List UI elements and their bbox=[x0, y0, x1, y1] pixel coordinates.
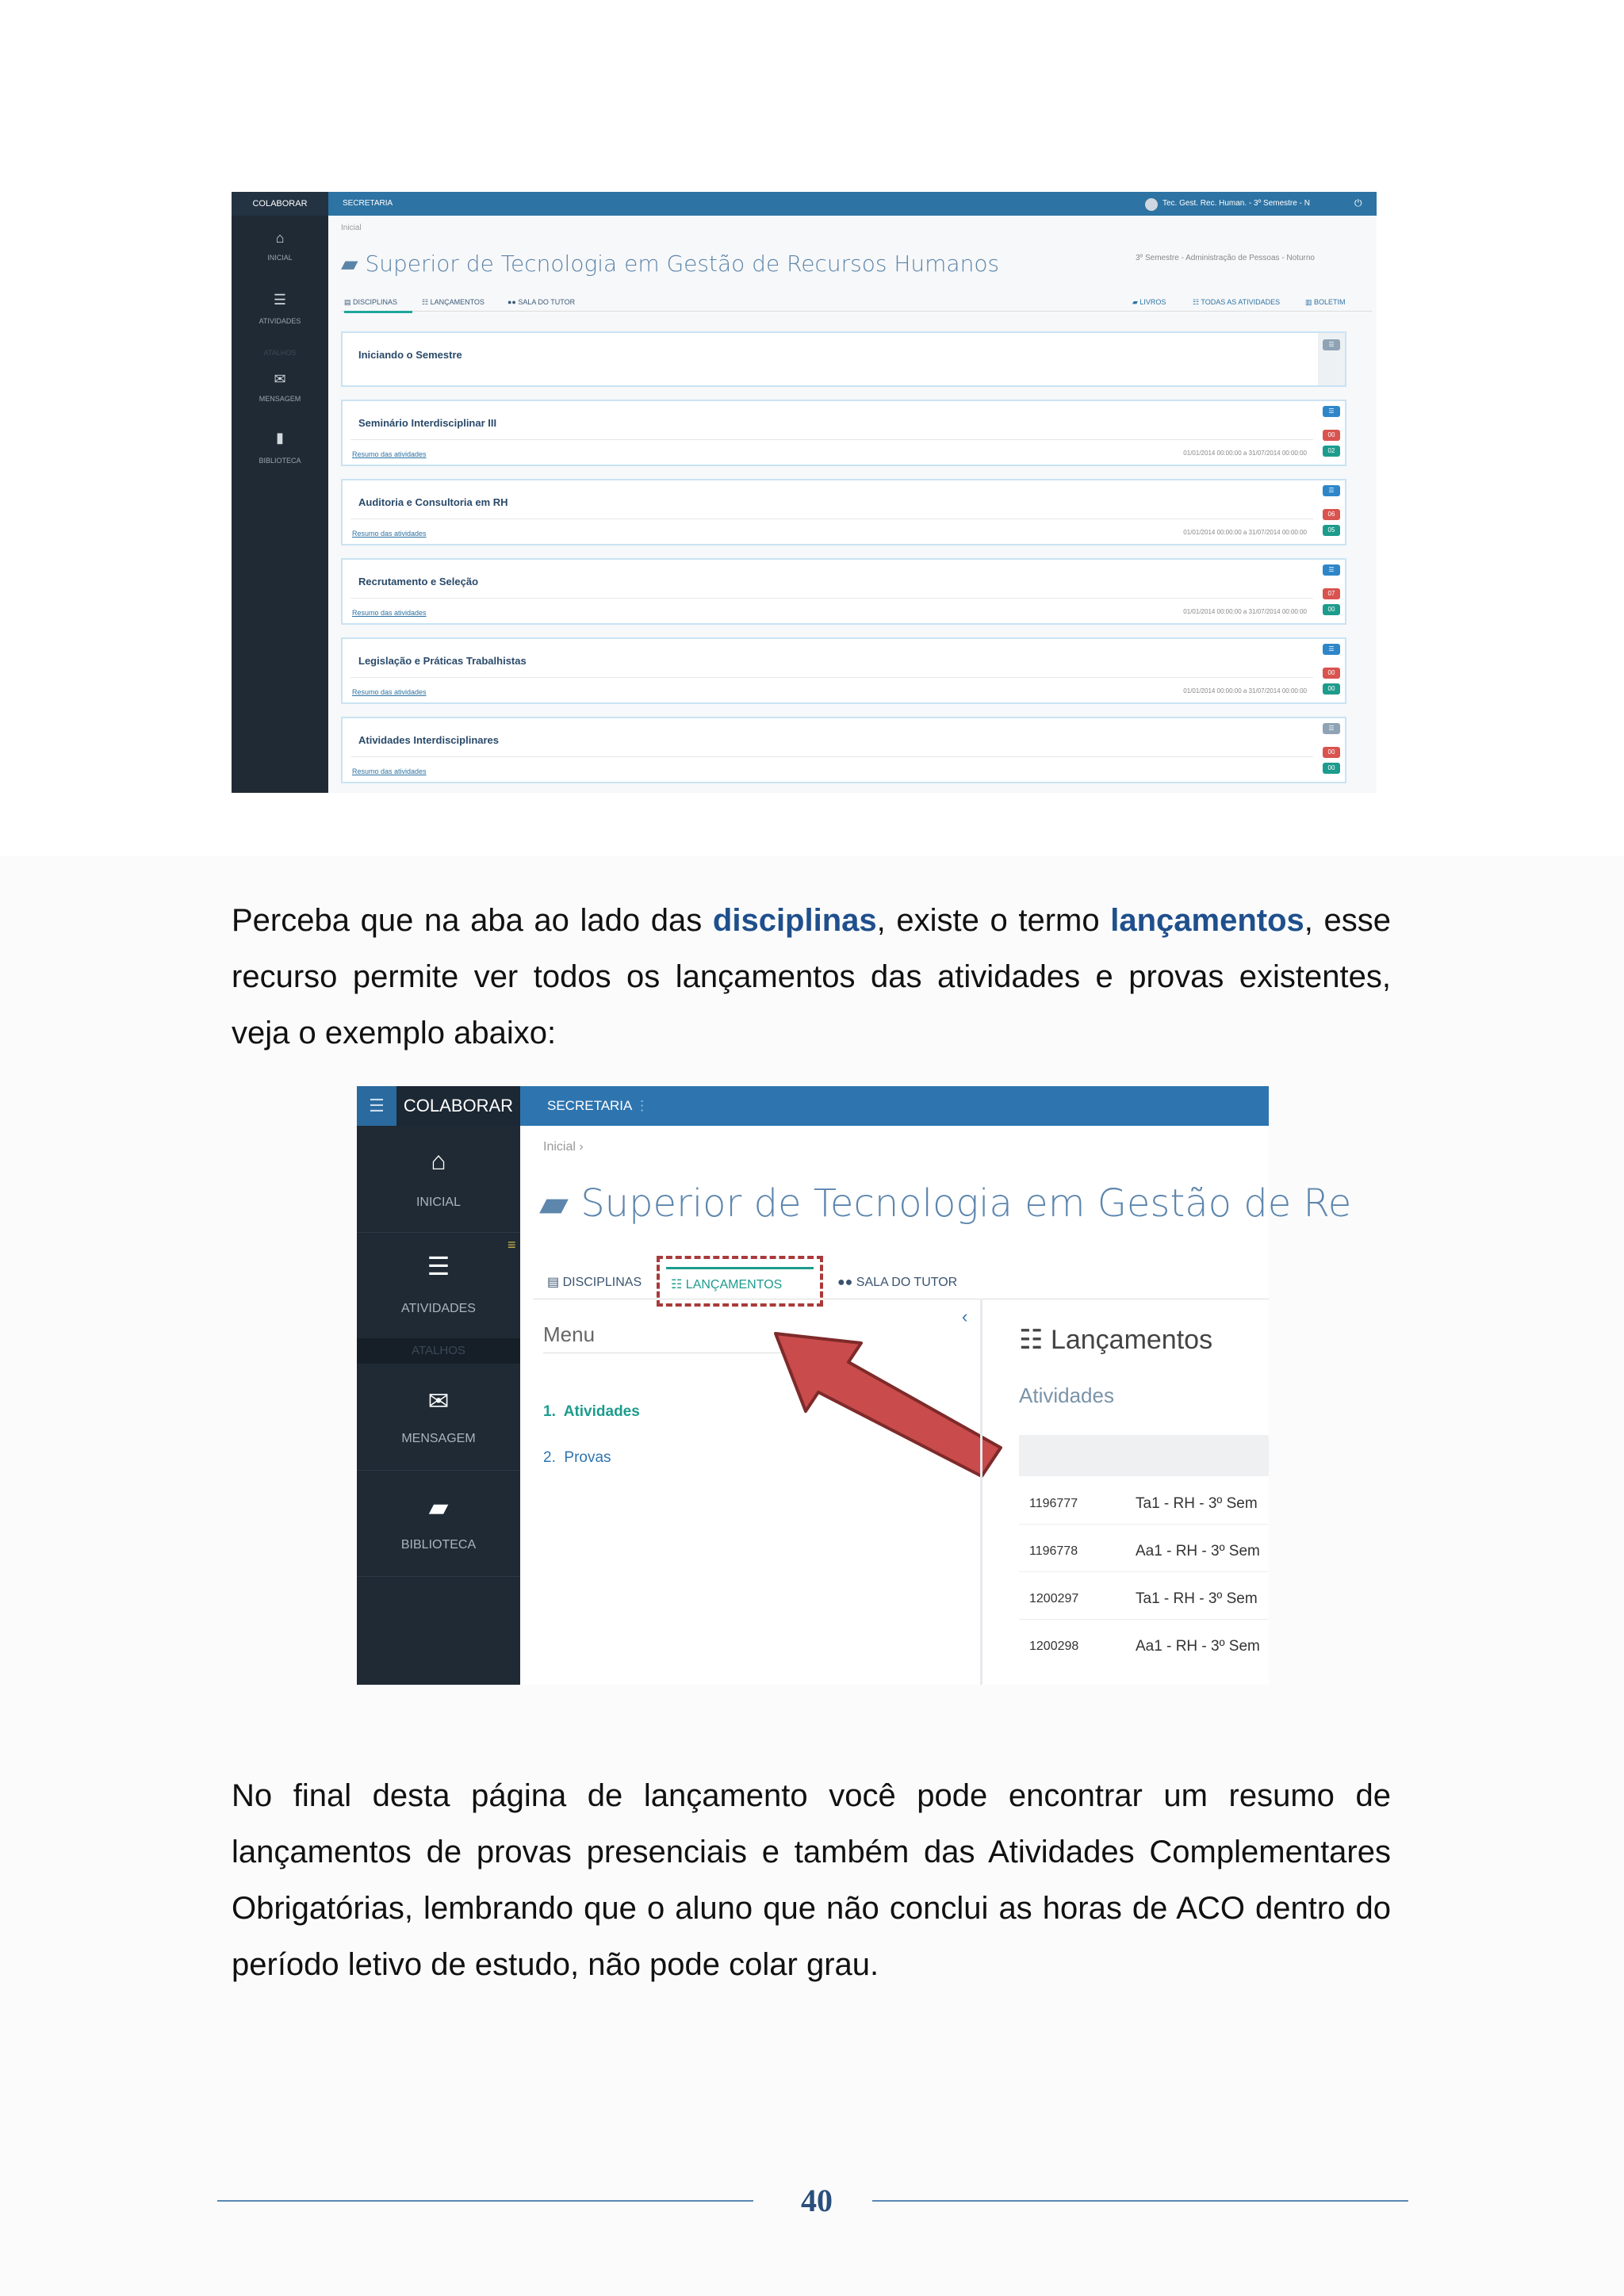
list-icon[interactable]: ☰ bbox=[1323, 723, 1340, 734]
item-number: 1. bbox=[543, 1403, 556, 1420]
period-date: 01/01/2014 00:00:00 a 31/07/2014 00:00:00 bbox=[1183, 450, 1307, 457]
text: , esse recurso permite ver todos os lançamentos das atividades e provas existentes, veja o exemplo abaixo: bbox=[232, 903, 1391, 1050]
tab-disciplinas[interactable] bbox=[344, 293, 412, 313]
card-title[interactable]: Recrutamento e Seleção bbox=[358, 576, 479, 587]
panel-title-text: Lançamentos bbox=[1050, 1325, 1213, 1355]
resumo-link[interactable]: Resumo das atividades bbox=[352, 609, 427, 617]
page-title bbox=[539, 1181, 1351, 1226]
course-meta: 3º Semestre - Administração de Pessoas - Noturno bbox=[1136, 254, 1315, 262]
link-todas-atividades[interactable] bbox=[1193, 293, 1280, 311]
card-disciplina[interactable] bbox=[341, 479, 1346, 545]
tab-disciplinas[interactable] bbox=[547, 1267, 642, 1299]
book-icon: ▰ bbox=[428, 1493, 449, 1521]
sidebar-item-atividades[interactable]: ATIVIDADES bbox=[259, 317, 301, 325]
badge-done: 00 bbox=[1323, 604, 1340, 615]
item-number: 2. bbox=[543, 1449, 556, 1466]
tab-label: LANÇAMENTOS bbox=[685, 1278, 783, 1292]
sidebar-item-biblioteca[interactable]: BIBLIOTECA bbox=[259, 457, 301, 465]
breadcrumb[interactable] bbox=[543, 1140, 584, 1154]
brand-logo[interactable]: COLABORAR bbox=[232, 192, 328, 216]
power-icon[interactable]: ⏻ bbox=[1354, 197, 1362, 209]
badge-pending: 00 bbox=[1323, 747, 1340, 758]
sidebar-label: INICIAL bbox=[416, 1196, 461, 1209]
link-label: LIVROS bbox=[1139, 298, 1166, 306]
period-date: 01/01/2014 00:00:00 a 31/07/2014 00:00:00 bbox=[1183, 687, 1307, 695]
book-icon: ▰ bbox=[539, 1181, 569, 1226]
link-label: BOLETIM bbox=[1314, 298, 1346, 306]
link-livros[interactable] bbox=[1132, 293, 1166, 311]
sidebar-label: BIBLIOTECA bbox=[400, 1538, 477, 1552]
breadcrumb[interactable]: Inicial bbox=[341, 224, 362, 232]
book-icon: ▰ bbox=[341, 251, 366, 277]
chart-icon: ▥ bbox=[1305, 298, 1315, 306]
row-description[interactable]: Ta1 - RH - 3º Sem bbox=[1136, 1495, 1258, 1512]
sidebar bbox=[232, 216, 328, 793]
link-boletim[interactable] bbox=[1305, 293, 1346, 311]
sidebar bbox=[357, 1126, 520, 1685]
book-icon[interactable]: ▮ bbox=[276, 430, 284, 446]
list-icon: ☷ bbox=[1019, 1325, 1044, 1355]
divider bbox=[350, 598, 1313, 599]
panel-subtitle: Atividades bbox=[1019, 1383, 1114, 1407]
home-icon: ⌂ bbox=[431, 1146, 446, 1175]
footer-rule-left bbox=[217, 2200, 753, 2202]
page-number: 40 bbox=[801, 2183, 833, 2218]
document-icon: ▤ bbox=[344, 298, 354, 306]
user-avatar[interactable] bbox=[1145, 198, 1158, 211]
chevron-left-icon[interactable]: ‹ bbox=[962, 1307, 968, 1326]
highlight-box bbox=[657, 1256, 823, 1307]
tab-label: SALA DO TUTOR bbox=[856, 1276, 958, 1289]
row-divider bbox=[1019, 1619, 1269, 1620]
divider bbox=[350, 756, 1313, 757]
panel-divider bbox=[980, 1299, 982, 1685]
row-divider bbox=[1019, 1524, 1269, 1525]
item-label: Atividades bbox=[563, 1403, 640, 1420]
row-id: 1196777 bbox=[1029, 1497, 1078, 1510]
footer-rule-right bbox=[872, 2200, 1408, 2202]
list-icon[interactable]: ☰ bbox=[1323, 485, 1340, 496]
tab-label: LANÇAMENTOS bbox=[430, 298, 485, 306]
resumo-link[interactable]: Resumo das atividades bbox=[352, 688, 427, 696]
list-icon[interactable]: ☰ bbox=[1323, 339, 1340, 350]
divider bbox=[350, 439, 1313, 440]
home-icon[interactable]: ⌂ bbox=[275, 230, 285, 246]
link-label: TODAS AS ATIVIDADES bbox=[1201, 298, 1281, 306]
row-divider bbox=[1019, 1571, 1269, 1572]
list-icon[interactable]: ☰ bbox=[1323, 406, 1340, 417]
sidebar-item-mensagem[interactable] bbox=[357, 1364, 520, 1471]
tab-label: SALA DO TUTOR bbox=[518, 298, 576, 306]
secretaria-menu[interactable] bbox=[547, 1086, 649, 1126]
card-title[interactable]: Iniciando o Semestre bbox=[358, 349, 462, 361]
card-disciplina[interactable] bbox=[341, 717, 1346, 783]
row-description[interactable]: Ta1 - RH - 3º Sem bbox=[1136, 1590, 1258, 1607]
sidebar-item-biblioteca[interactable] bbox=[357, 1470, 520, 1577]
brand-logo[interactable]: COLABORAR bbox=[396, 1086, 520, 1126]
envelope-icon[interactable]: ✉ bbox=[274, 371, 286, 387]
resumo-link[interactable]: Resumo das atividades bbox=[352, 530, 427, 538]
badge-done: 05 bbox=[1323, 525, 1340, 536]
secretaria-label: SECRETARIA bbox=[547, 1098, 632, 1113]
period-date: 01/01/2014 00:00:00 a 31/07/2014 00:00:00 bbox=[1183, 529, 1307, 536]
breadcrumb-label: Inicial bbox=[543, 1140, 576, 1154]
list-icon[interactable]: ☰ bbox=[1323, 564, 1340, 576]
highlight-disciplinas: disciplinas bbox=[712, 903, 877, 938]
menu-heading: Menu bbox=[543, 1322, 596, 1346]
row-id: 1196778 bbox=[1029, 1544, 1078, 1558]
card-title[interactable]: Legislação e Práticas Trabalhistas bbox=[358, 655, 527, 667]
user-menu[interactable]: Tec. Gest. Rec. Human. - 3º Semestre - N bbox=[1162, 199, 1310, 208]
paragraph-resumo: No final desta página de lançamento você pode encontrar um resumo de lançamentos de provas presenciais e também das Atividades Complementares Obrigatórias, lembrando que o aluno que não conclui as horas de ACO dentro do período letivo de estudo, não pode colar grau. bbox=[232, 1778, 1391, 1982]
grip-icon[interactable]: ≡ bbox=[508, 1237, 516, 1253]
chevron-right-icon: › bbox=[579, 1140, 584, 1154]
highlight-lancamentos: lançamentos bbox=[1110, 903, 1304, 938]
sidebar-item-inicial[interactable]: INICIAL bbox=[267, 254, 293, 262]
screenshot-disciplinas bbox=[232, 192, 1377, 793]
badge-done: 00 bbox=[1323, 763, 1340, 774]
card-disciplina[interactable] bbox=[341, 637, 1346, 704]
document-icon: ▤ bbox=[547, 1276, 563, 1289]
card-title[interactable]: Auditoria e Consultoria em RH bbox=[358, 496, 508, 508]
hamburger-icon[interactable]: ☰ bbox=[357, 1086, 396, 1126]
menu-item-atividades[interactable] bbox=[543, 1403, 640, 1421]
panel-title bbox=[1019, 1324, 1212, 1356]
divider bbox=[350, 677, 1313, 678]
table-header bbox=[1019, 1435, 1269, 1476]
row-description[interactable]: Aa1 - RH - 3º Sem bbox=[1136, 1638, 1260, 1655]
card-iniciando-semestre[interactable] bbox=[341, 331, 1346, 387]
badge-done: 02 bbox=[1323, 446, 1340, 457]
book-icon: ▰ bbox=[1132, 298, 1140, 306]
period-date: 01/01/2014 00:00:00 a 31/07/2014 00:00:00 bbox=[1183, 608, 1307, 615]
arrow-graphic bbox=[753, 1300, 1007, 1490]
screenshot-lancamentos bbox=[357, 1086, 1352, 1685]
page-title bbox=[341, 251, 999, 277]
badge-pending: 07 bbox=[1323, 588, 1340, 599]
card-title[interactable]: Atividades Interdisciplinares bbox=[358, 734, 500, 746]
list-icon: ☷ bbox=[422, 298, 431, 306]
row-id: 1200297 bbox=[1029, 1592, 1079, 1605]
sidebar-item-inicial[interactable] bbox=[357, 1126, 520, 1233]
card-disciplina[interactable] bbox=[341, 558, 1346, 625]
tab-label: DISCIPLINAS bbox=[562, 1276, 642, 1289]
tab-sala-do-tutor[interactable] bbox=[837, 1267, 957, 1299]
row-id: 1200298 bbox=[1029, 1640, 1079, 1653]
sidebar-label: MENSAGEM bbox=[401, 1432, 476, 1445]
text: Perceba que na aba ao lado das bbox=[232, 903, 713, 938]
badge-pending: 00 bbox=[1323, 668, 1340, 679]
sidebar-label: ATIVIDADES bbox=[401, 1302, 476, 1315]
grip-icon: ⋮ bbox=[635, 1098, 649, 1113]
badge-pending: 06 bbox=[1323, 509, 1340, 520]
list-icon[interactable]: ☰ bbox=[1323, 644, 1340, 655]
paragraph-lancamentos bbox=[232, 893, 1391, 1062]
resumo-link[interactable]: Resumo das atividades bbox=[352, 450, 427, 458]
text: , existe o termo bbox=[876, 903, 1111, 938]
tab-sala-do-tutor[interactable] bbox=[508, 293, 575, 311]
badge-pending: 00 bbox=[1323, 430, 1340, 441]
menu-item-provas[interactable] bbox=[543, 1449, 611, 1467]
page-title-text: Superior de Tecnologia em Gestão de Re bbox=[580, 1181, 1352, 1226]
card-disciplina[interactable] bbox=[341, 400, 1346, 466]
tab-lancamentos[interactable] bbox=[422, 293, 485, 311]
sidebar-section-atalhos: ATALHOS bbox=[263, 349, 297, 357]
badge-done: 00 bbox=[1323, 683, 1340, 695]
resumo-link[interactable]: Resumo das atividades bbox=[352, 767, 427, 775]
tab-label: DISCIPLINAS bbox=[353, 298, 398, 306]
sidebar-item-mensagem[interactable]: MENSAGEM bbox=[259, 395, 301, 403]
users-icon: ●● bbox=[837, 1276, 856, 1289]
sidebar-item-atividades[interactable] bbox=[357, 1232, 520, 1339]
row-description[interactable]: Aa1 - RH - 3º Sem bbox=[1136, 1543, 1260, 1559]
sidebar-section-atalhos: ATALHOS bbox=[357, 1338, 520, 1364]
list-icon[interactable]: ☰ bbox=[273, 292, 287, 308]
secretaria-menu[interactable]: SECRETARIA bbox=[343, 199, 393, 208]
item-label: Provas bbox=[564, 1449, 611, 1466]
list-icon: ☰ bbox=[427, 1252, 450, 1280]
list-icon: ☷ bbox=[671, 1278, 686, 1292]
list-icon: ☷ bbox=[1193, 298, 1201, 306]
users-icon: ●● bbox=[508, 298, 519, 306]
page-title-text: Superior de Tecnologia em Gestão de Recursos Humanos bbox=[365, 251, 1000, 277]
card-title[interactable]: Seminário Interdisciplinar III bbox=[358, 417, 497, 429]
envelope-icon: ✉ bbox=[427, 1387, 450, 1415]
